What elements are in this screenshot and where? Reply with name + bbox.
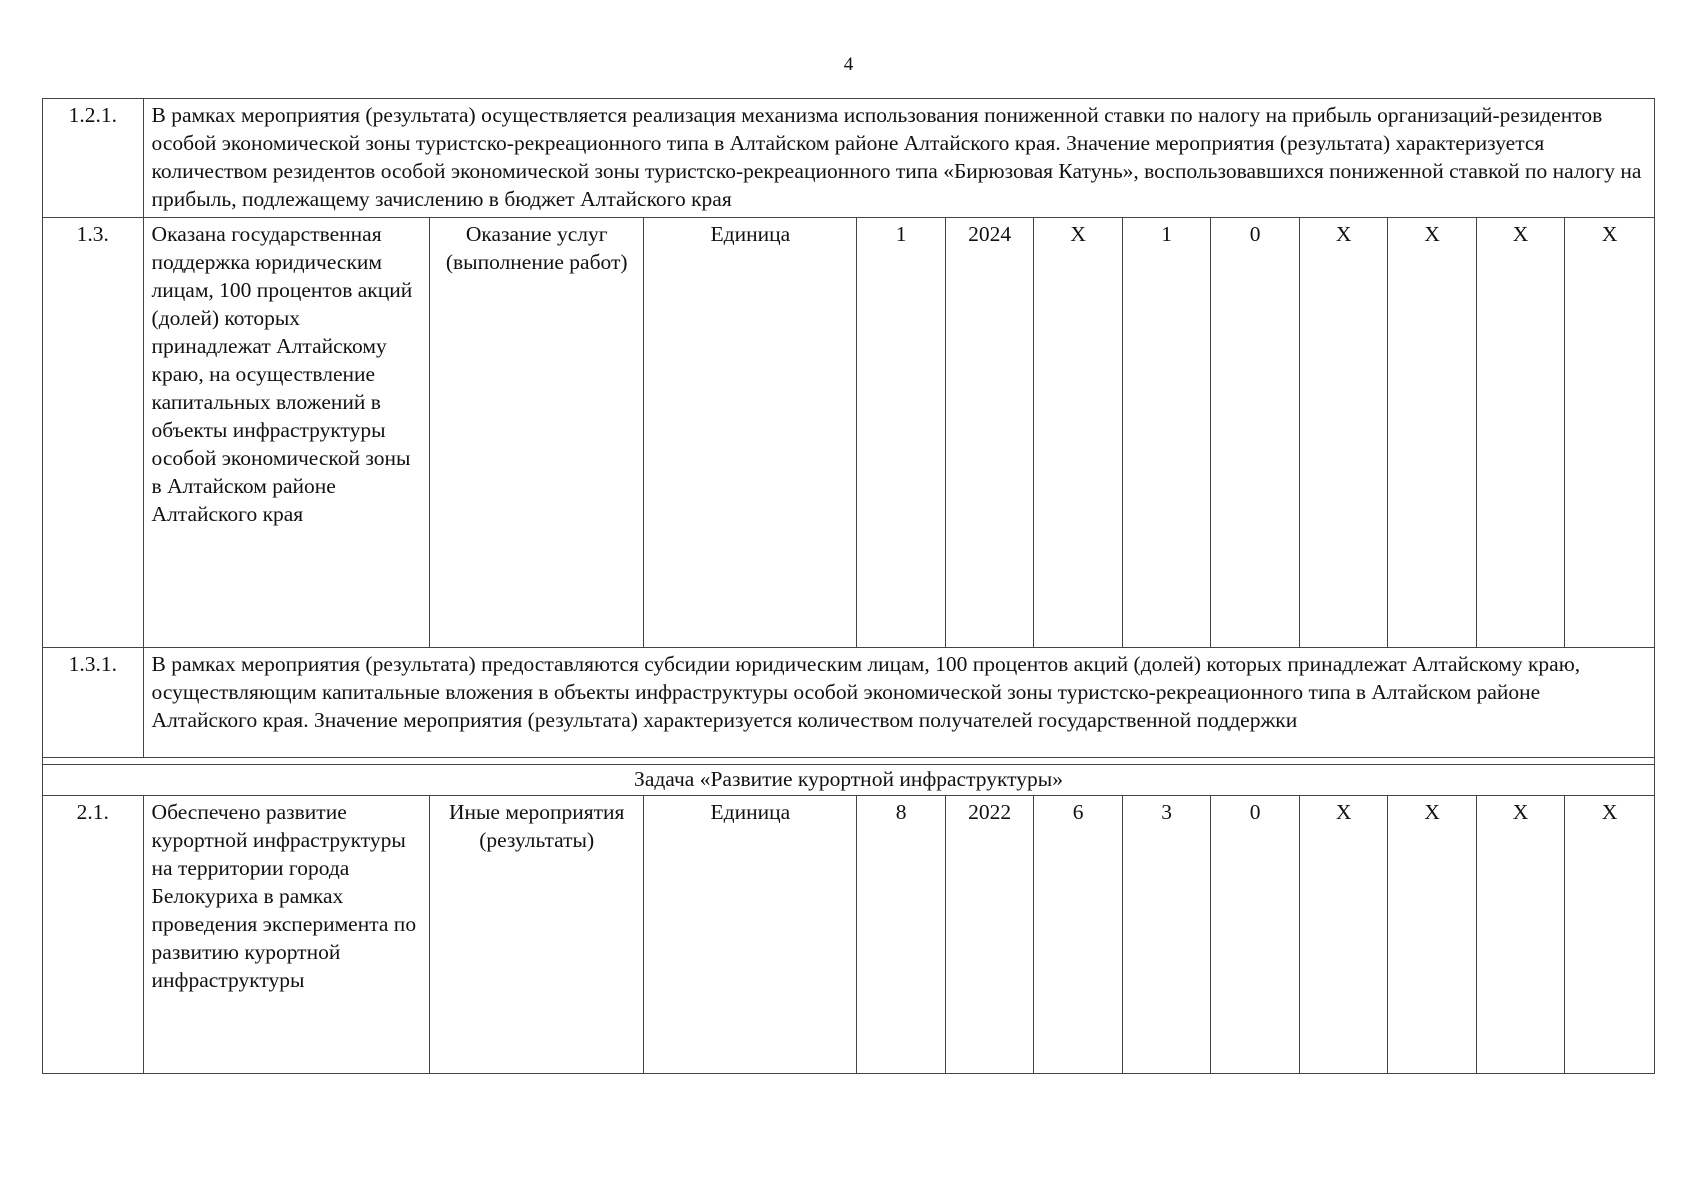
row-number: 1.2.1. bbox=[43, 99, 144, 218]
page-number: 4 bbox=[843, 54, 854, 75]
result-name: Обеспечено развитие курортной инфраструктуры на территории города Белокуриха в рамках проведения эксперимента по развитию курортной инфраструктуры bbox=[143, 796, 430, 1074]
table-row bbox=[43, 796, 1655, 1074]
result-type: Оказание услуг (выполнение работ) bbox=[430, 218, 644, 648]
spacer-row bbox=[43, 758, 1655, 765]
value-cell: Х bbox=[1388, 796, 1476, 1074]
unit-of-measure: Единица bbox=[644, 796, 857, 1074]
value-cell: Х bbox=[1565, 796, 1655, 1074]
task-header-row bbox=[43, 765, 1655, 796]
spacer-cell bbox=[43, 758, 1655, 765]
table-row bbox=[43, 99, 1655, 218]
value-cell: 1 bbox=[857, 218, 945, 648]
value-cell: Х bbox=[1299, 218, 1387, 648]
value-cell: 0 bbox=[1211, 218, 1299, 648]
row-number: 1.3. bbox=[43, 218, 144, 648]
value-cell: Х bbox=[1299, 796, 1387, 1074]
value-cell: Х bbox=[1565, 218, 1655, 648]
value-cell: 1 bbox=[1122, 218, 1210, 648]
row-description: В рамках мероприятия (результата) осуществляется реализация механизма использования пониженной ставки по налогу на прибыль организаций-резидентов особой экономической зоны туристско-рекреационного типа в Алтайском районе Алтайского края. Значение мероприятия (результата) характеризуется количеством резидентов особой экономической зоны туристско-рекреационного типа «Бирюзовая Катунь», воспользовавшихся пониженной ставкой по налогу на прибыль, подлежащему зачислению в бюджет Алтайского края bbox=[143, 99, 1654, 218]
measures-table bbox=[42, 98, 1655, 1074]
table-row bbox=[43, 648, 1655, 758]
value-cell: 2022 bbox=[945, 796, 1033, 1074]
table-row bbox=[43, 218, 1655, 648]
value-cell: 2024 bbox=[945, 218, 1033, 648]
result-name: Оказана государственная поддержка юридическим лицам, 100 процентов акций (долей) которых принадлежат Алтайскому краю, на осуществление капитальных вложений в объекты инфраструктуры особой экономической зоны в Алтайском районе Алтайского края bbox=[143, 218, 430, 648]
value-cell: Х bbox=[1388, 218, 1476, 648]
row-number: 1.3.1. bbox=[43, 648, 144, 758]
value-cell: Х bbox=[1034, 218, 1122, 648]
value-cell: Х bbox=[1476, 218, 1564, 648]
value-cell: 8 bbox=[857, 796, 945, 1074]
value-cell: Х bbox=[1476, 796, 1564, 1074]
value-cell: 3 bbox=[1122, 796, 1210, 1074]
task-title: Задача «Развитие курортной инфраструктуры» bbox=[43, 765, 1655, 796]
row-number: 2.1. bbox=[43, 796, 144, 1074]
row-description: В рамках мероприятия (результата) предоставляются субсидии юридическим лицам, 100 процентов акций (долей) которых принадлежат Алтайскому краю, осуществляющим капитальные вложения в объекты инфраструктуры особой экономической зоны туристско-рекреационного типа в Алтайском районе Алтайского края. Значение мероприятия (результата) характеризуется количеством получателей государственной поддержки bbox=[143, 648, 1654, 758]
value-cell: 0 bbox=[1211, 796, 1299, 1074]
unit-of-measure: Единица bbox=[644, 218, 857, 648]
result-type: Иные мероприятия (результаты) bbox=[430, 796, 644, 1074]
value-cell: 6 bbox=[1034, 796, 1122, 1074]
